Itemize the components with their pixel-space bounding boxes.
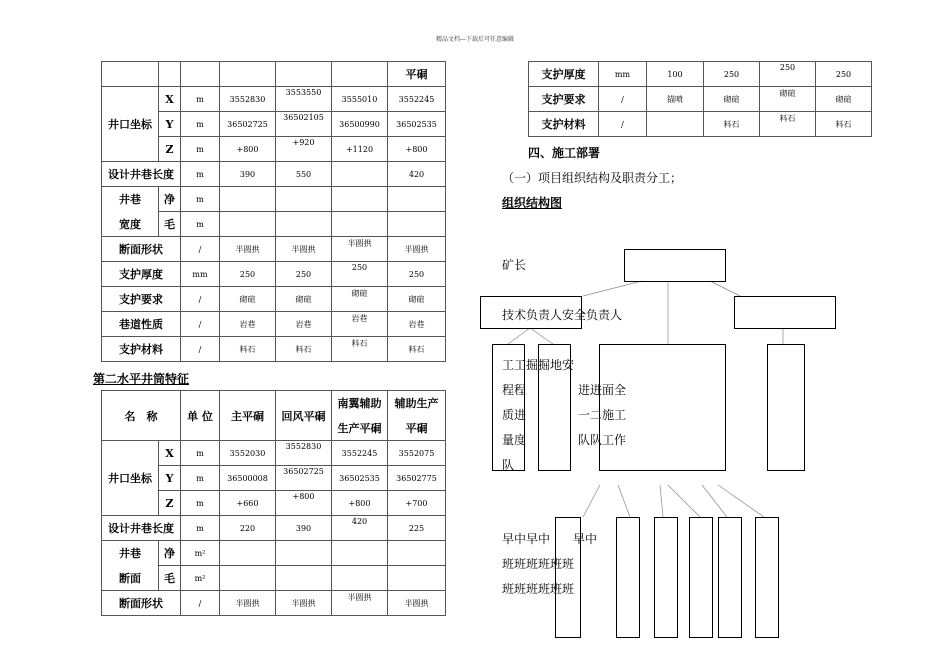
unit-cell: /: [181, 287, 220, 312]
org-label-level3-line3b: 一二施工: [578, 408, 627, 422]
column-header: 主平硐: [220, 391, 276, 441]
org-label-level3-line4a: 量度: [502, 433, 527, 447]
unit-cell: m: [181, 137, 220, 162]
row-label: 巷道性质: [102, 312, 181, 337]
value-cell: 3552830: [220, 87, 276, 112]
value-cell: 半圆拱: [220, 237, 276, 262]
value-cell: 36502775: [388, 466, 446, 491]
value-cell: 料石: [704, 112, 760, 137]
value-cell: 3552030: [220, 441, 276, 466]
value-cell: 半圆拱: [388, 591, 446, 616]
org-label-shift-line3: 班班班班班班: [502, 582, 575, 596]
row-label: 井口坐标: [102, 441, 159, 516]
column-header: 名 称: [102, 391, 181, 441]
value-cell: +700: [388, 491, 446, 516]
row-label: 井巷: [102, 187, 159, 212]
column-header: 平硐: [388, 416, 446, 441]
axis-label: X: [159, 441, 181, 466]
axis-label: X: [159, 87, 181, 112]
value-cell: +1120: [332, 137, 388, 162]
value-cell: 料石: [388, 337, 446, 362]
column-header: 生产平硐: [332, 416, 388, 441]
unit-cell: m: [181, 162, 220, 187]
value-cell: 36500990: [332, 112, 388, 137]
value-cell: +800: [220, 137, 276, 162]
org-label-level3-line5: 队: [502, 458, 515, 472]
value-cell: 36502725: [220, 112, 276, 137]
org-box-safety-work: [767, 344, 805, 471]
org-label-shift-line2: 班班班班班班: [502, 557, 575, 571]
org-label-level3-line1: 工工掘掘地安: [502, 358, 575, 372]
value-cell: 36500008: [220, 466, 276, 491]
row-label: 断面形状: [102, 237, 181, 262]
value-cell: 砌碹: [332, 287, 388, 312]
axis-label: Z: [159, 137, 181, 162]
row-label: 支护要求: [102, 287, 181, 312]
value-cell: 料石: [760, 112, 816, 137]
org-box-shift-2: [616, 517, 640, 638]
value-cell: +800: [276, 491, 332, 516]
unit-cell: /: [599, 87, 647, 112]
value-cell: 36502535: [388, 112, 446, 137]
section-title-second-level: 第二水平井筒特征: [93, 372, 190, 386]
value-cell: 料石: [220, 337, 276, 362]
column-header: 辅助生产: [388, 391, 446, 416]
value-cell: 料石: [816, 112, 872, 137]
axis-label: Z: [159, 491, 181, 516]
unit-cell: m: [181, 441, 220, 466]
value-cell: 半圆拱: [220, 591, 276, 616]
sub-label: 净: [159, 541, 181, 566]
value-cell: 3553550: [276, 87, 332, 112]
value-cell: 36502105: [276, 112, 332, 137]
row-label: 井口坐标: [102, 87, 159, 162]
row-label: 宽度: [102, 212, 159, 237]
value-cell: 砌碹: [220, 287, 276, 312]
subsection-title: （一）项目组织结构及职责分工；: [502, 171, 683, 185]
unit-cell: m: [181, 491, 220, 516]
value-cell: 3552075: [388, 441, 446, 466]
sub-label: 净: [159, 187, 181, 212]
org-label-level3-line2b: 进进面全: [578, 383, 627, 397]
row-label: 支护厚度: [102, 262, 181, 287]
org-label-level3-line3a: 质进: [502, 408, 527, 422]
row-label: 支护材料: [529, 112, 599, 137]
org-box-mine-head: [624, 249, 726, 282]
unit-cell: m: [181, 187, 220, 212]
unit-cell: m²: [181, 566, 220, 591]
unit-cell: m: [181, 466, 220, 491]
value-cell: 250: [220, 262, 276, 287]
row-label: 设计井巷长度: [102, 162, 181, 187]
value-cell: 3555010: [332, 87, 388, 112]
value-cell: 岩巷: [276, 312, 332, 337]
value-cell: 半圆拱: [332, 591, 388, 616]
org-box-safety-head: [734, 296, 836, 329]
value-cell: 420: [332, 516, 388, 541]
org-label-level2: 技术负责人安全负责人: [502, 308, 623, 322]
row-label: 断面形状: [102, 591, 181, 616]
column-header: 回风平硐: [276, 391, 332, 441]
header-note: 精品文档---下载后可任意编辑: [435, 36, 515, 43]
value-cell: 岩巷: [388, 312, 446, 337]
value-cell: 岩巷: [220, 312, 276, 337]
column-header: 平硐: [388, 62, 446, 87]
section-title-deployment: 四、施工部署: [528, 146, 601, 160]
axis-label: Y: [159, 112, 181, 137]
value-cell: 砌碹: [704, 87, 760, 112]
row-label: 支护厚度: [529, 62, 599, 87]
unit-cell: m²: [181, 541, 220, 566]
unit-cell: /: [181, 312, 220, 337]
unit-cell: /: [181, 237, 220, 262]
axis-label: Y: [159, 466, 181, 491]
row-label: 设计井巷长度: [102, 516, 181, 541]
org-box-shift-3: [654, 517, 678, 638]
value-cell: 半圆拱: [332, 237, 388, 262]
org-chart-title: 组织结构图: [502, 196, 563, 210]
value-cell: 料石: [332, 337, 388, 362]
unit-cell: /: [599, 112, 647, 137]
org-box-shift-5: [718, 517, 742, 638]
row-label: 断面: [102, 566, 159, 591]
value-cell: +660: [220, 491, 276, 516]
value-cell: 半圆拱: [388, 237, 446, 262]
value-cell: 220: [220, 516, 276, 541]
unit-cell: /: [181, 337, 220, 362]
row-label: 支护要求: [529, 87, 599, 112]
value-cell: 250: [816, 62, 872, 87]
value-cell: 250: [760, 62, 816, 87]
unit-cell: m: [181, 112, 220, 137]
value-cell: 250: [332, 262, 388, 287]
value-cell: 390: [276, 516, 332, 541]
org-label-shift-line1a: 早中早中: [502, 532, 551, 546]
value-cell: 225: [388, 516, 446, 541]
value-cell: 3552830: [276, 441, 332, 466]
value-cell: 3552245: [388, 87, 446, 112]
org-label-level3-line2a: 程程: [502, 383, 527, 397]
value-cell: 半圆拱: [276, 591, 332, 616]
value-cell: 岩巷: [332, 312, 388, 337]
sub-label: 毛: [159, 566, 181, 591]
value-cell: 100: [647, 62, 704, 87]
value-cell: +920: [276, 137, 332, 162]
row-label: 井巷: [102, 541, 159, 566]
column-header: 南翼辅助: [332, 391, 388, 416]
row-label: 支护材料: [102, 337, 181, 362]
org-label-mine-head: 矿长: [502, 258, 527, 272]
org-box-shift-4: [689, 517, 713, 638]
value-cell: 砌碹: [816, 87, 872, 112]
column-header: 单 位: [181, 391, 220, 441]
value-cell: 36502535: [332, 466, 388, 491]
value-cell: 砌碹: [760, 87, 816, 112]
unit-cell: m: [181, 87, 220, 112]
value-cell: +800: [388, 137, 446, 162]
value-cell: 砌碹: [276, 287, 332, 312]
unit-cell: m: [181, 516, 220, 541]
value-cell: 250: [388, 262, 446, 287]
value-cell: 250: [704, 62, 760, 87]
value-cell: 420: [388, 162, 446, 187]
unit-cell: mm: [181, 262, 220, 287]
org-box-shift-6: [755, 517, 779, 638]
unit-cell: /: [181, 591, 220, 616]
value-cell: 半圆拱: [276, 237, 332, 262]
value-cell: 砌碹: [388, 287, 446, 312]
sub-label: 毛: [159, 212, 181, 237]
value-cell: 3552245: [332, 441, 388, 466]
org-label-level3-line4b: 队队工作: [578, 433, 627, 447]
value-cell: 料石: [276, 337, 332, 362]
value-cell: 390: [220, 162, 276, 187]
value-cell: 锚喷: [647, 87, 704, 112]
unit-cell: mm: [599, 62, 647, 87]
value-cell: 250: [276, 262, 332, 287]
unit-cell: m: [181, 212, 220, 237]
value-cell: +800: [332, 491, 388, 516]
value-cell: 550: [276, 162, 332, 187]
org-label-shift-line1b: 早中: [573, 532, 598, 546]
value-cell: 36502725: [276, 466, 332, 491]
